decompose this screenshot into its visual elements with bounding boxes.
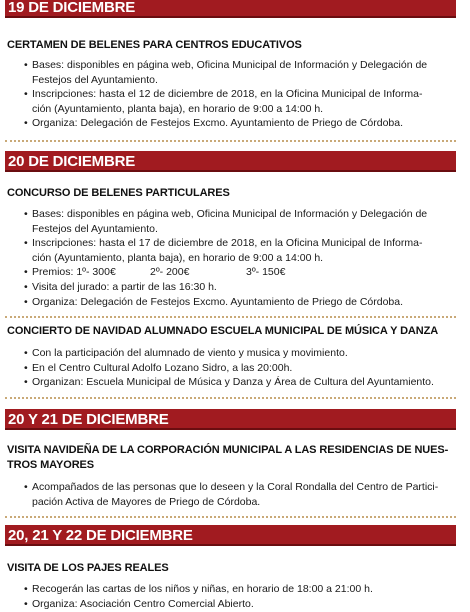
divider bbox=[5, 516, 456, 518]
list-item: • Organiza: Delegación de Festejos Excmo. Ayuntamiento de Priego de Córdoba. bbox=[24, 295, 454, 310]
event-details-concurso-belenes bbox=[24, 207, 454, 309]
date-banner-20-21-diciembre: 20 Y 21 DE DICIEMBRE bbox=[5, 409, 456, 430]
date-banner-20-diciembre: 20 DE DICIEMBRE bbox=[5, 151, 456, 172]
list-item: • Organiza: Asociación Centro Comercial Abierto. bbox=[24, 597, 454, 612]
list-item: • Bases: disponibles en página web, Oficina Municipal de Información y Delegación de Festejos del Ayuntamiento. bbox=[24, 58, 454, 87]
event-heading-certamen-belenes: CERTAMEN DE BELENES PARA CENTROS EDUCATIVOS bbox=[7, 39, 302, 51]
list-item: • Organiza: Delegación de Festejos Excmo. Ayuntamiento de Priego de Córdoba. bbox=[24, 116, 454, 131]
event-details-pajes-reales bbox=[24, 582, 454, 611]
list-item: • Inscripciones: hasta el 12 de diciembre de 2018, en la Oficina Municipal de Informa- ción (Ayuntamiento, planta baja), en horario de 9:00 a 14:00 h. bbox=[24, 87, 454, 116]
event-details-certamen-belenes bbox=[24, 58, 454, 131]
date-banner-20-21-22-diciembre: 20, 21 Y 22 DE DICIEMBRE bbox=[5, 525, 456, 546]
event-heading-pajes-reales: VISITA DE LOS PAJES REALES bbox=[7, 562, 169, 574]
list-item: • Visita del jurado: a partir de las 16:30 h. bbox=[24, 280, 454, 295]
event-heading-visita-navidena: VISITA NAVIDEÑA DE LA CORPORACIÓN MUNICIPAL A LAS RESIDENCIAS DE NUES- TROS MAYORES bbox=[7, 444, 449, 471]
list-item: • Bases: disponibles en página web, Oficina Municipal de Información y Delegación de Festejos del Ayuntamiento. bbox=[24, 207, 454, 236]
divider bbox=[5, 397, 456, 399]
list-item: • En el Centro Cultural Adolfo Lozano Sidro, a las 20:00h. bbox=[24, 361, 454, 376]
divider bbox=[5, 140, 456, 142]
event-heading-concurso-belenes: CONCURSO DE BELENES PARTICULARES bbox=[7, 187, 230, 199]
event-details-concierto-navidad bbox=[24, 346, 454, 390]
divider bbox=[5, 316, 456, 318]
list-item: • Con la participación del alumnado de viento y musica y movimiento. bbox=[24, 346, 454, 361]
event-details-visita-navidena bbox=[24, 480, 454, 509]
date-banner-19-diciembre: 19 DE DICIEMBRE bbox=[5, 0, 456, 18]
list-item-prizes: • Premios: 1º- 300€ 2º- 200€ 3º- 150€ bbox=[24, 265, 454, 280]
event-heading-concierto-navidad: CONCIERTO DE NAVIDAD ALUMNADO ESCUELA MUNICIPAL DE MÚSICA Y DANZA bbox=[7, 325, 439, 337]
list-item: • Recogerán las cartas de los niños y niñas, en horario de 18:00 a 21:00 h. bbox=[24, 582, 454, 597]
list-item: • Organizan: Escuela Municipal de Música y Danza y Área de Cultura del Ayuntamiento. bbox=[24, 375, 454, 390]
list-item: • Acompañados de las personas que lo deseen y la Coral Rondalla del Centro de Partici- pación Activa de Mayores de Priego de Córdoba. bbox=[24, 480, 454, 509]
list-item: • Inscripciones: hasta el 17 de diciembre de 2018, en la Oficina Municipal de Informa- ción (Ayuntamiento, planta baja), en horario de 9:00 a 14:00 h. bbox=[24, 236, 454, 265]
